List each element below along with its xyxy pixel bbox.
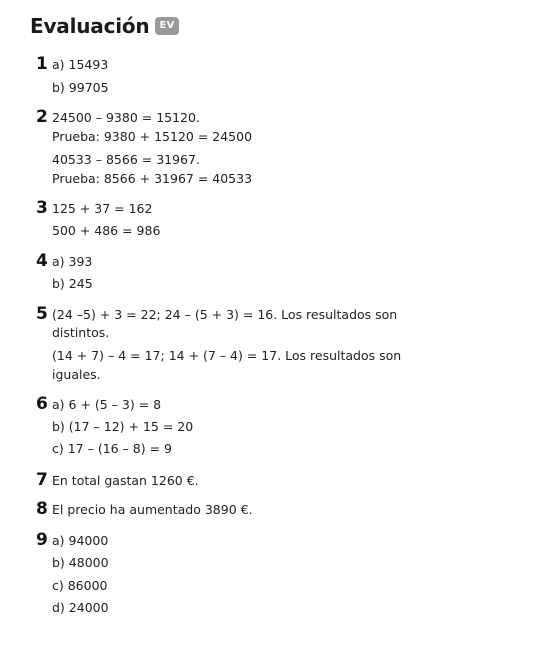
answer-line: a) 393	[52, 254, 93, 269]
answer-line: c) 17 – (16 – 8) = 9	[52, 441, 173, 456]
question-number: 5	[36, 304, 48, 324]
question-number: 6	[36, 394, 48, 414]
answer-line: En total gastan 1260 €.	[52, 473, 199, 488]
answer-line: iguales.	[52, 367, 101, 382]
answer-line: Prueba: 8566 + 31967 = 40533	[52, 171, 253, 186]
answer-line: a) 6 + (5 – 3) = 8	[52, 397, 162, 412]
answer-line: b) (17 – 12) + 15 = 20	[52, 419, 194, 434]
answer-line: b) 99705	[52, 80, 109, 95]
answer-line: distintos.	[52, 325, 110, 340]
answer-line: c) 86000	[52, 578, 108, 593]
answer-line: a) 94000	[52, 533, 109, 548]
question-number: 8	[36, 499, 48, 519]
answer-line: Prueba: 9380 + 15120 = 24500	[52, 129, 253, 144]
question-number: 7	[36, 470, 48, 490]
ev-badge: EV	[155, 17, 178, 35]
answer-line: a) 15493	[52, 57, 109, 72]
title-text: Evaluación	[30, 14, 150, 38]
question-number: 2	[36, 107, 48, 127]
answer-line: 500 + 486 = 986	[52, 223, 161, 238]
answer-line: (14 + 7) – 4 = 17; 14 + (7 – 4) = 17. Los resultados son	[52, 348, 402, 363]
answer-line: 24500 – 9380 = 15120.	[52, 110, 200, 125]
answer-line: b) 245	[52, 276, 93, 291]
answer-line: 125 + 37 = 162	[52, 201, 153, 216]
question-number: 9	[36, 530, 48, 550]
answer-line: b) 48000	[52, 555, 109, 570]
answer-line: 40533 – 8566 = 31967.	[52, 152, 200, 167]
question-number: 1	[36, 54, 48, 74]
page-title	[30, 14, 179, 38]
question-number: 4	[36, 251, 48, 271]
question-number: 3	[36, 198, 48, 218]
answer-line: El precio ha aumentado 3890 €.	[52, 502, 253, 517]
answer-line: d) 24000	[52, 600, 109, 615]
answer-line: (24 –5) + 3 = 22; 24 – (5 + 3) = 16. Los resultados son	[52, 307, 398, 322]
